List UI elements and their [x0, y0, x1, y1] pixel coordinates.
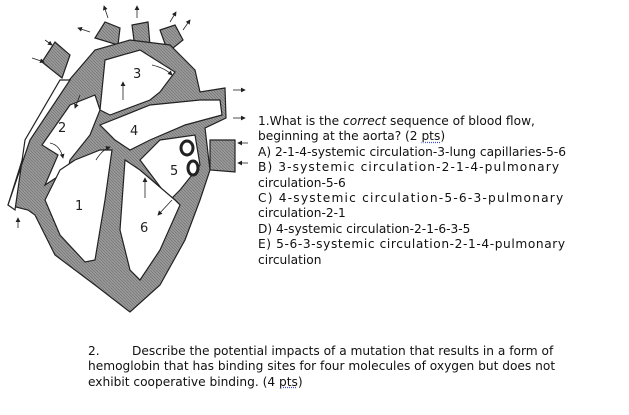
question-1-line1: [258, 114, 584, 129]
label-5: 5: [170, 164, 179, 179]
heart-outline: [8, 22, 235, 312]
heart-diagram: [0, 0, 250, 320]
option-e-cont: circulation: [258, 252, 322, 267]
points-label: pts: [279, 374, 298, 389]
question-1-line2: [258, 129, 584, 144]
paren: ): [297, 374, 303, 389]
paren: ): [440, 129, 446, 144]
question-1: [258, 114, 584, 268]
question-text-2: hemoglobin that has binding sites for four molecules of oxygen but does not: [88, 359, 556, 374]
question-text-end: sequence of blood flow,: [386, 114, 535, 128]
label-2: 2: [58, 121, 67, 136]
emphasis-text: correct: [343, 114, 387, 128]
question-text-2: beginning at the aorta? (2: [258, 129, 422, 144]
label-1: 1: [75, 199, 84, 214]
option-a: A) 2-1-4-systemic circulation-3-lung capillaries-5-6: [258, 144, 566, 159]
option-c-cont: circulation-2-1: [258, 206, 346, 221]
question-text: What is the: [269, 114, 344, 128]
label-6: 6: [140, 221, 149, 236]
label-3: 3: [133, 67, 142, 82]
option-d: D) 4-systemic circulation-2-1-6-3-5: [258, 221, 471, 236]
option-b-cont: circulation-5-6: [258, 175, 346, 190]
question-number: 2.: [88, 344, 100, 358]
question-text: Describe the potential impacts of a mutation that results in a form of: [132, 344, 554, 358]
option-e: E) 5-6-3-systemic circulation-2-1-4-pulmonary: [258, 237, 566, 252]
question-2: [88, 344, 588, 390]
question-text-3: exhibit cooperative binding. (4: [88, 374, 280, 389]
option-b: B) 3-systemic circulation-2-1-4-pulmonary: [258, 160, 561, 175]
label-4: 4: [130, 124, 139, 139]
question-number: 1.: [258, 114, 270, 128]
option-c: C) 4-systemic circulation-5-6-3-pulmonary: [258, 191, 565, 206]
points-label: pts: [421, 129, 441, 144]
